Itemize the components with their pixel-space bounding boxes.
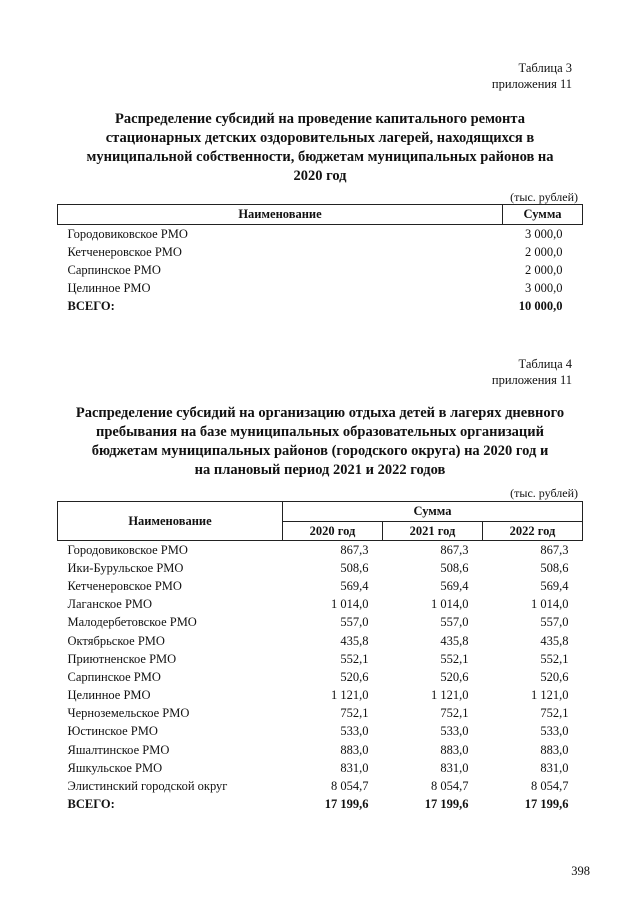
value-2020: 831,0 [340, 760, 369, 775]
value-2022: 752,1 [540, 706, 569, 721]
value-2021: 552,1 [440, 651, 469, 666]
row-name: Ики-Бурульское РМО [67, 560, 184, 575]
total-row [58, 297, 583, 315]
row-name: Кетченеровское РМО [67, 244, 182, 259]
value-2022: 569,4 [540, 578, 569, 593]
table3-header-sum: Сумма [503, 205, 583, 225]
value-2021: 752,1 [440, 706, 469, 721]
table4-body [58, 541, 583, 814]
table3-unit: (тыс. рублей) [510, 190, 578, 204]
row-name: Элистинский городской округ [67, 779, 228, 794]
value-2021: 533,0 [440, 724, 469, 739]
table-row [58, 668, 583, 686]
table4-title-line: бюджетам муниципальных районов (городского округа) на 2020 год и [91, 443, 549, 459]
row-value: 2 000,0 [525, 244, 563, 259]
row-name: Октябрьское РМО [67, 633, 165, 648]
table4-header-year: 2022 год [482, 522, 582, 541]
table-row [58, 650, 583, 668]
value-2021: 557,0 [440, 615, 469, 630]
value-2022: 557,0 [540, 615, 569, 630]
value-2021: 1 121,0 [430, 688, 469, 703]
table4-header-year: 2020 год [282, 522, 382, 541]
table3-caption-appendix: приложения 11 [491, 77, 572, 91]
table3-title-line: муниципальной собственности, бюджетам муниципальных районов на [86, 149, 554, 165]
value-2022: 831,0 [540, 760, 569, 775]
row-name: Юстинское РМО [67, 724, 158, 739]
table3-title-line: 2020 год [293, 168, 347, 184]
row-value: 3 000,0 [525, 280, 563, 295]
table-row [58, 596, 583, 614]
table-row [58, 577, 583, 595]
value-2022: 17 199,6 [524, 797, 569, 812]
table-row [58, 559, 583, 577]
row-name: Приютненское РМО [67, 651, 177, 666]
table-row [58, 279, 583, 297]
value-2021: 867,3 [440, 542, 469, 557]
page-number: 398 [571, 864, 590, 878]
value-2020: 508,6 [340, 560, 369, 575]
table4 [57, 501, 583, 814]
table3-header-name: Наименование [58, 205, 503, 225]
row-name: Яшалтинское РМО [67, 742, 170, 757]
value-2021: 520,6 [440, 669, 469, 684]
value-2020: 1 121,0 [330, 688, 369, 703]
row-value: 2 000,0 [525, 262, 563, 277]
value-2020: 435,8 [340, 633, 369, 648]
value-2020: 1 014,0 [330, 597, 369, 612]
value-2020: 557,0 [340, 615, 369, 630]
value-2022: 552,1 [540, 651, 569, 666]
value-2022: 883,0 [540, 742, 569, 757]
value-2022: 435,8 [540, 633, 569, 648]
row-value: 3 000,0 [525, 226, 563, 241]
total-label: ВСЕГО: [67, 797, 115, 812]
row-name: Яшкульское РМО [67, 760, 163, 775]
row-name: Городовиковское РМО [67, 226, 188, 241]
table-row [58, 225, 583, 244]
total-label: ВСЕГО: [67, 298, 115, 313]
value-2020: 569,4 [340, 578, 369, 593]
table-row [58, 777, 583, 795]
value-2021: 17 199,6 [424, 797, 469, 812]
value-2022: 533,0 [540, 724, 569, 739]
value-2021: 883,0 [440, 742, 469, 757]
row-name: Целинное РМО [67, 280, 151, 295]
table4-header-sum: Сумма [282, 502, 582, 522]
table-row [58, 614, 583, 632]
value-2021: 8 054,7 [430, 779, 469, 794]
table4-caption-appendix: приложения 11 [491, 373, 572, 387]
value-2021: 1 014,0 [430, 597, 469, 612]
table4-header-name: Наименование [58, 502, 283, 541]
value-2020: 520,6 [340, 669, 369, 684]
row-name: Целинное РМО [67, 688, 151, 703]
total-row [58, 796, 583, 814]
value-2022: 8 054,7 [531, 779, 569, 794]
table-row [58, 759, 583, 777]
table3-body [58, 225, 583, 316]
row-name: Кетченеровское РМО [67, 578, 182, 593]
table4-header-year: 2021 год [382, 522, 482, 541]
value-2020: 752,1 [340, 706, 369, 721]
value-2020: 552,1 [340, 651, 369, 666]
value-2020: 17 199,6 [324, 797, 369, 812]
value-2021: 569,4 [440, 578, 469, 593]
value-2020: 867,3 [340, 542, 369, 557]
value-2022: 508,6 [540, 560, 569, 575]
row-name: Сарпинское РМО [67, 262, 161, 277]
table-row [58, 723, 583, 741]
table4-caption [492, 356, 572, 388]
table-row [58, 541, 583, 560]
value-2022: 1 121,0 [531, 688, 569, 703]
table4-title [40, 404, 600, 480]
value-2020: 8 054,7 [330, 779, 369, 794]
table-row [58, 687, 583, 705]
table-row [58, 261, 583, 279]
table4-title-line: Распределение субсидий на организацию отдыха детей в лагерях дневного [75, 405, 565, 421]
table3-title-line: Распределение субсидий на проведение капитального ремонта [115, 111, 525, 127]
table-row [58, 741, 583, 759]
row-name: Лаганское РМО [67, 597, 153, 612]
table3-caption-number: Таблица 3 [518, 61, 572, 75]
row-name: Черноземельское РМО [67, 706, 190, 721]
table-row [58, 632, 583, 650]
table4-unit: (тыс. рублей) [510, 486, 578, 500]
table3-title-line: стационарных детских оздоровительных лагерей, находящихся в [105, 130, 535, 146]
value-2022: 1 014,0 [531, 597, 569, 612]
table3-caption [492, 60, 572, 92]
table4-title-line: на плановый период 2021 и 2022 годов [194, 462, 446, 478]
table-row [58, 705, 583, 723]
value-2022: 867,3 [540, 542, 569, 557]
table4-caption-number: Таблица 4 [518, 357, 572, 371]
row-name: Сарпинское РМО [67, 669, 161, 684]
value-2021: 831,0 [440, 760, 469, 775]
table3-title [40, 110, 600, 186]
row-name: Городовиковское РМО [67, 542, 188, 557]
total-value: 10 000,0 [518, 298, 563, 313]
table4-title-line: пребывания на базе муниципальных образовательных организаций [96, 424, 544, 440]
value-2020: 533,0 [340, 724, 369, 739]
value-2020: 883,0 [340, 742, 369, 757]
value-2021: 435,8 [440, 633, 469, 648]
value-2021: 508,6 [440, 560, 469, 575]
value-2022: 520,6 [540, 669, 569, 684]
row-name: Малодербетовское РМО [67, 615, 197, 630]
table3 [57, 204, 583, 315]
table-row [58, 243, 583, 261]
